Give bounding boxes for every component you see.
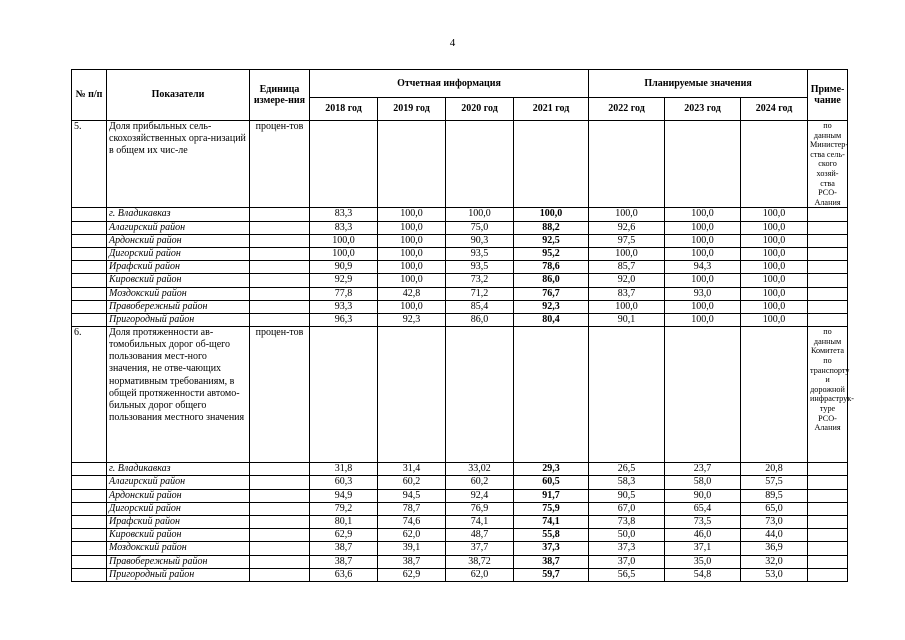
value-cell: 100,0 <box>378 274 446 287</box>
region-row <box>72 287 848 300</box>
region-row <box>72 274 848 287</box>
value-cell: 39,1 <box>378 542 446 555</box>
value-cell: 38,7 <box>378 555 446 568</box>
value-cell: 54,8 <box>665 568 741 581</box>
indicator-name: Доля прибыльных сель-скохозяйственных орга-низаций в общем их чис-ле <box>107 121 250 208</box>
value-cell: 37,3 <box>589 542 665 555</box>
empty-cell <box>250 555 310 568</box>
empty-cell <box>250 247 310 260</box>
value-cell: 94,9 <box>310 489 378 502</box>
value-cell: 44,0 <box>741 529 808 542</box>
empty-cell <box>808 208 848 221</box>
value-cell: 100,0 <box>741 208 808 221</box>
value-cell: 74,1 <box>514 515 589 528</box>
value-cell: 100,0 <box>741 274 808 287</box>
header-planned: Планируемые значения <box>589 70 808 98</box>
value-cell: 20,8 <box>741 463 808 476</box>
value-cell: 100,0 <box>514 208 589 221</box>
empty-cell <box>446 121 514 208</box>
empty-cell <box>446 327 514 463</box>
value-cell: 94,3 <box>665 261 741 274</box>
region-name: Дигорский район <box>107 502 250 515</box>
value-cell: 29,3 <box>514 463 589 476</box>
value-cell: 67,0 <box>589 502 665 515</box>
region-name: Ардонский район <box>107 234 250 247</box>
empty-cell <box>72 542 107 555</box>
empty-cell <box>250 261 310 274</box>
empty-cell <box>250 221 310 234</box>
value-cell: 100,0 <box>741 247 808 260</box>
value-cell: 62,9 <box>378 568 446 581</box>
region-name: Алагирский район <box>107 221 250 234</box>
header-year: 2019 год <box>378 98 446 121</box>
empty-cell <box>72 274 107 287</box>
region-name: Пригородный район <box>107 313 250 326</box>
empty-cell <box>808 502 848 515</box>
empty-cell <box>72 502 107 515</box>
empty-cell <box>378 327 446 463</box>
value-cell: 92,3 <box>514 300 589 313</box>
empty-cell <box>808 234 848 247</box>
value-cell: 88,2 <box>514 221 589 234</box>
value-cell: 75,0 <box>446 221 514 234</box>
value-cell: 83,3 <box>310 221 378 234</box>
value-cell: 85,4 <box>446 300 514 313</box>
empty-cell <box>808 274 848 287</box>
value-cell: 100,0 <box>378 221 446 234</box>
empty-cell <box>514 121 589 208</box>
empty-cell <box>72 234 107 247</box>
value-cell: 78,6 <box>514 261 589 274</box>
region-row <box>72 221 848 234</box>
empty-cell <box>250 502 310 515</box>
value-cell: 100,0 <box>310 234 378 247</box>
empty-cell <box>72 515 107 528</box>
indicators-table <box>71 69 854 582</box>
region-row <box>72 568 848 581</box>
region-row <box>72 247 848 260</box>
value-cell: 100,0 <box>665 208 741 221</box>
value-cell: 53,0 <box>741 568 808 581</box>
region-name: Ардонский район <box>107 489 250 502</box>
empty-cell <box>250 463 310 476</box>
value-cell: 76,9 <box>446 502 514 515</box>
value-cell: 83,3 <box>310 208 378 221</box>
header-reported: Отчетная информация <box>310 70 589 98</box>
value-cell: 100,0 <box>589 247 665 260</box>
indicator-unit: процен-тов <box>250 121 310 208</box>
indicator-name: Доля протяженности ав-томобильных дорог об-щего пользования мест-ного значения, не отве-чающих нормативным требованиям, в общей протяженности автомо-бильных дорог общего пользования местного значения <box>107 327 250 463</box>
empty-cell <box>72 489 107 502</box>
region-row <box>72 489 848 502</box>
value-cell: 37,3 <box>514 542 589 555</box>
value-cell: 31,4 <box>378 463 446 476</box>
value-cell: 33,02 <box>446 463 514 476</box>
value-cell: 79,2 <box>310 502 378 515</box>
value-cell: 100,0 <box>741 221 808 234</box>
empty-cell <box>665 327 741 463</box>
empty-cell <box>72 476 107 489</box>
empty-cell <box>808 300 848 313</box>
value-cell: 60,2 <box>378 476 446 489</box>
empty-cell <box>808 555 848 568</box>
empty-cell <box>808 313 848 326</box>
value-cell: 71,2 <box>446 287 514 300</box>
region-name: Пригородный район <box>107 568 250 581</box>
region-row <box>72 300 848 313</box>
value-cell: 62,9 <box>310 529 378 542</box>
empty-cell <box>808 476 848 489</box>
value-cell: 48,7 <box>446 529 514 542</box>
empty-cell <box>250 568 310 581</box>
value-cell: 60,5 <box>514 476 589 489</box>
value-cell: 100,0 <box>665 247 741 260</box>
region-name: Моздокский район <box>107 542 250 555</box>
indicator-number: 5. <box>72 121 107 208</box>
value-cell: 86,0 <box>446 313 514 326</box>
value-cell: 78,7 <box>378 502 446 515</box>
value-cell: 26,5 <box>589 463 665 476</box>
value-cell: 93,3 <box>310 300 378 313</box>
value-cell: 55,8 <box>514 529 589 542</box>
empty-cell <box>808 247 848 260</box>
region-name: Ирафский район <box>107 261 250 274</box>
value-cell: 95,2 <box>514 247 589 260</box>
indicator-number: 6. <box>72 327 107 463</box>
value-cell: 58,3 <box>589 476 665 489</box>
region-name: Правобережный район <box>107 555 250 568</box>
value-cell: 31,8 <box>310 463 378 476</box>
value-cell: 96,3 <box>310 313 378 326</box>
value-cell: 35,0 <box>665 555 741 568</box>
value-cell: 100,0 <box>378 208 446 221</box>
empty-cell <box>514 327 589 463</box>
value-cell: 100,0 <box>589 300 665 313</box>
value-cell: 32,0 <box>741 555 808 568</box>
empty-cell <box>250 313 310 326</box>
header-note: Приме-чание <box>808 70 848 121</box>
region-row <box>72 463 848 476</box>
value-cell: 92,0 <box>589 274 665 287</box>
value-cell: 92,9 <box>310 274 378 287</box>
value-cell: 90,1 <box>589 313 665 326</box>
value-cell: 89,5 <box>741 489 808 502</box>
empty-cell <box>665 121 741 208</box>
empty-cell <box>250 300 310 313</box>
region-row <box>72 555 848 568</box>
value-cell: 90,3 <box>446 234 514 247</box>
value-cell: 50,0 <box>589 529 665 542</box>
value-cell: 100,0 <box>378 261 446 274</box>
empty-cell <box>808 287 848 300</box>
value-cell: 100,0 <box>741 261 808 274</box>
empty-cell <box>72 300 107 313</box>
empty-cell <box>72 529 107 542</box>
region-name: г. Владикавказ <box>107 463 250 476</box>
value-cell: 23,7 <box>665 463 741 476</box>
value-cell: 100,0 <box>310 247 378 260</box>
header-year: 2018 год <box>310 98 378 121</box>
value-cell: 63,6 <box>310 568 378 581</box>
value-cell: 100,0 <box>665 274 741 287</box>
value-cell: 38,7 <box>310 542 378 555</box>
empty-cell <box>741 327 808 463</box>
value-cell: 57,5 <box>741 476 808 489</box>
empty-cell <box>72 221 107 234</box>
empty-cell <box>808 489 848 502</box>
empty-cell <box>72 555 107 568</box>
header-year: 2022 год <box>589 98 665 121</box>
empty-cell <box>808 568 848 581</box>
header-year: 2023 год <box>665 98 741 121</box>
value-cell: 58,0 <box>665 476 741 489</box>
value-cell: 93,5 <box>446 247 514 260</box>
value-cell: 65,4 <box>665 502 741 515</box>
value-cell: 86,0 <box>514 274 589 287</box>
value-cell: 91,7 <box>514 489 589 502</box>
value-cell: 92,5 <box>514 234 589 247</box>
value-cell: 36,9 <box>741 542 808 555</box>
empty-cell <box>72 463 107 476</box>
empty-cell <box>250 529 310 542</box>
region-row <box>72 476 848 489</box>
value-cell: 60,2 <box>446 476 514 489</box>
value-cell: 100,0 <box>665 313 741 326</box>
empty-cell <box>310 121 378 208</box>
empty-cell <box>250 542 310 555</box>
value-cell: 46,0 <box>665 529 741 542</box>
region-name: Моздокский район <box>107 287 250 300</box>
value-cell: 100,0 <box>665 300 741 313</box>
value-cell: 80,1 <box>310 515 378 528</box>
value-cell: 42,8 <box>378 287 446 300</box>
region-row <box>72 313 848 326</box>
region-row <box>72 208 848 221</box>
value-cell: 73,0 <box>741 515 808 528</box>
value-cell: 100,0 <box>741 300 808 313</box>
value-cell: 38,7 <box>514 555 589 568</box>
empty-cell <box>72 261 107 274</box>
value-cell: 85,7 <box>589 261 665 274</box>
value-cell: 56,5 <box>589 568 665 581</box>
empty-cell <box>808 529 848 542</box>
header-unit: Единица измере-ния <box>250 70 310 121</box>
page-number: 4 <box>449 37 456 49</box>
value-cell: 74,1 <box>446 515 514 528</box>
value-cell: 73,8 <box>589 515 665 528</box>
indicator-row <box>72 121 848 208</box>
empty-cell <box>250 208 310 221</box>
value-cell: 93,5 <box>446 261 514 274</box>
value-cell: 90,0 <box>665 489 741 502</box>
value-cell: 37,7 <box>446 542 514 555</box>
region-name: Кировский район <box>107 529 250 542</box>
value-cell: 100,0 <box>665 234 741 247</box>
value-cell: 83,7 <box>589 287 665 300</box>
region-name: г. Владикавказ <box>107 208 250 221</box>
empty-cell <box>808 515 848 528</box>
value-cell: 100,0 <box>741 287 808 300</box>
empty-cell <box>72 313 107 326</box>
value-cell: 75,9 <box>514 502 589 515</box>
value-cell: 100,0 <box>589 208 665 221</box>
table-body <box>72 121 854 582</box>
empty-cell <box>72 568 107 581</box>
region-name: Ирафский район <box>107 515 250 528</box>
value-cell: 37,1 <box>665 542 741 555</box>
value-cell: 38,7 <box>310 555 378 568</box>
value-cell: 73,5 <box>665 515 741 528</box>
empty-cell <box>741 121 808 208</box>
empty-cell <box>310 327 378 463</box>
value-cell: 62,0 <box>378 529 446 542</box>
value-cell: 94,5 <box>378 489 446 502</box>
empty-cell <box>808 463 848 476</box>
value-cell: 92,3 <box>378 313 446 326</box>
empty-cell <box>72 247 107 260</box>
region-row <box>72 515 848 528</box>
empty-cell <box>250 287 310 300</box>
empty-cell <box>250 234 310 247</box>
region-row <box>72 542 848 555</box>
region-row <box>72 502 848 515</box>
empty-cell <box>808 261 848 274</box>
value-cell: 76,7 <box>514 287 589 300</box>
region-row <box>72 234 848 247</box>
value-cell: 93,0 <box>665 287 741 300</box>
value-cell: 92,4 <box>446 489 514 502</box>
value-cell: 90,5 <box>589 489 665 502</box>
value-cell: 77,8 <box>310 287 378 300</box>
value-cell: 38,72 <box>446 555 514 568</box>
indicator-note: по данным Министер-ства сель-ского хозяй-ства РСО-Алания <box>808 121 848 208</box>
empty-cell <box>808 542 848 555</box>
empty-cell <box>378 121 446 208</box>
value-cell: 59,7 <box>514 568 589 581</box>
value-cell: 100,0 <box>741 313 808 326</box>
empty-cell <box>72 208 107 221</box>
value-cell: 74,6 <box>378 515 446 528</box>
region-name: Правобережный район <box>107 300 250 313</box>
header-indicators: Показатели <box>107 70 250 121</box>
value-cell: 80,4 <box>514 313 589 326</box>
empty-cell <box>589 121 665 208</box>
value-cell: 100,0 <box>378 247 446 260</box>
value-cell: 65,0 <box>741 502 808 515</box>
header-no: № п/п <box>72 70 107 121</box>
empty-cell <box>250 476 310 489</box>
value-cell: 60,3 <box>310 476 378 489</box>
header-year: 2024 год <box>741 98 808 121</box>
indicator-note: по данным Комитета по транспорту и дорожной инфраструк-туре РСО-Алания <box>808 327 848 463</box>
region-row <box>72 529 848 542</box>
region-name: Дигорский район <box>107 247 250 260</box>
empty-cell <box>250 274 310 287</box>
value-cell: 100,0 <box>378 234 446 247</box>
region-name: Алагирский район <box>107 476 250 489</box>
region-name: Кировский район <box>107 274 250 287</box>
empty-cell <box>589 327 665 463</box>
header-year: 2021 год <box>514 98 589 121</box>
value-cell: 100,0 <box>446 208 514 221</box>
value-cell: 97,5 <box>589 234 665 247</box>
value-cell: 62,0 <box>446 568 514 581</box>
value-cell: 90,9 <box>310 261 378 274</box>
value-cell: 100,0 <box>378 300 446 313</box>
empty-cell <box>808 221 848 234</box>
value-cell: 92,6 <box>589 221 665 234</box>
indicator-row <box>72 327 848 463</box>
value-cell: 100,0 <box>665 221 741 234</box>
region-row <box>72 261 848 274</box>
indicator-unit: процен-тов <box>250 327 310 463</box>
empty-cell <box>250 489 310 502</box>
header-year: 2020 год <box>446 98 514 121</box>
value-cell: 73,2 <box>446 274 514 287</box>
value-cell: 37,0 <box>589 555 665 568</box>
empty-cell <box>72 287 107 300</box>
value-cell: 100,0 <box>741 234 808 247</box>
empty-cell <box>250 515 310 528</box>
